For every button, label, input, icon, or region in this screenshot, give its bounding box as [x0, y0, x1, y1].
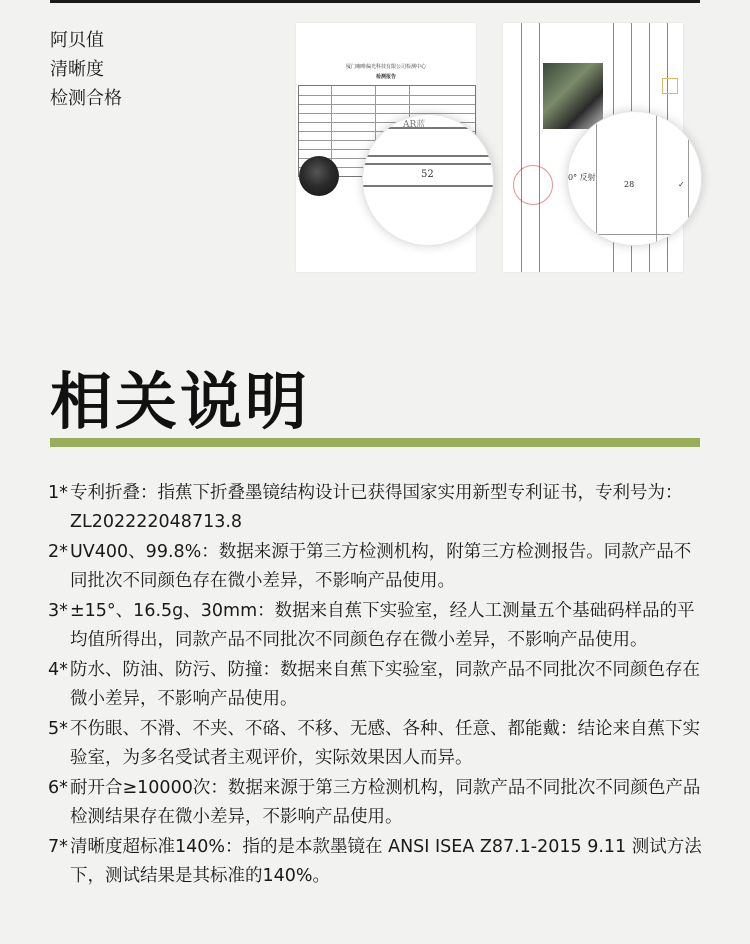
note-item	[48, 656, 704, 714]
red-seal-stamp	[513, 165, 553, 205]
zoom-value-1: 52	[421, 169, 434, 180]
feature-abbe: 阿贝值	[50, 30, 104, 51]
zoom-value-2: 28	[624, 180, 635, 189]
note-text: 清晰度超标准140%：指的是本款墨镜在 ANSI ISEA Z87.1-2015 9.11 测试方法下，测试结果是其标准的140%。	[70, 837, 702, 886]
note-number: 6*	[48, 778, 68, 798]
check-icon: ✓	[678, 180, 685, 189]
note-text: ±15°、16.5g、30mm：数据来自蕉下实验室，经人工测量五个基础码样品的平均值所得出，同款产品不同批次不同颜色存在微小差异，不影响产品使用。	[70, 601, 695, 650]
product-photo	[543, 63, 603, 129]
note-number: 3*	[48, 601, 68, 621]
zoom-label-2: 0° 反射	[568, 173, 596, 182]
magnifier-report-2	[567, 111, 702, 246]
note-number: 1*	[48, 483, 68, 503]
magnifier-report-1	[362, 114, 494, 246]
feature-passed: 检测合格	[50, 88, 122, 109]
note-item	[48, 479, 704, 537]
note-text: UV400、99.8%：数据来源于第三方检测机构，附第三方检测报告。同款产品不同批次不同颜色存在微小差异，不影响产品使用。	[70, 542, 692, 591]
note-number: 5*	[48, 719, 68, 739]
report-logo-icon	[662, 78, 678, 94]
note-number: 4*	[48, 660, 68, 680]
zoom-label-1: AR蓝	[403, 120, 426, 130]
note-number: 2*	[48, 542, 68, 562]
section-title: 相关说明	[50, 365, 311, 438]
note-item	[48, 597, 704, 655]
note-text: 防水、防油、防污、防撞：数据来自蕉下实验室，同款产品不同批次不同颜色存在微小差异，不影响产品使用。	[70, 660, 700, 709]
report-heading: 检测报告	[375, 74, 396, 80]
note-item	[48, 774, 704, 832]
note-text: 耐开合≥10000次：数据来源于第三方检测机构，同款产品不同批次不同颜色产品检测结果存在微小差异，不影响产品使用。	[70, 778, 701, 827]
feature-clarity: 清晰度	[50, 59, 104, 80]
note-text: 专利折叠：指蕉下折叠墨镜结构设计已获得国家实用新型专利证书，专利号为：ZL202222048713.8	[70, 483, 683, 532]
note-item	[48, 715, 704, 773]
report-company: 厦门咖啡偏光科技有限公司检测中心	[345, 64, 426, 70]
note-number: 7*	[48, 837, 68, 857]
note-item	[48, 538, 704, 596]
top-divider	[50, 0, 700, 3]
note-text: 不伤眼、不滑、不夹、不硌、不移、无感、各种、任意、都能戴：结论来自蕉下实验室，为多名受试者主观评价，实际效果因人而异。	[70, 719, 700, 768]
lens-sample-photo	[299, 156, 339, 196]
feature-list	[50, 26, 122, 113]
accent-bar	[50, 438, 700, 447]
note-item	[48, 833, 704, 891]
notes-list	[48, 479, 704, 892]
